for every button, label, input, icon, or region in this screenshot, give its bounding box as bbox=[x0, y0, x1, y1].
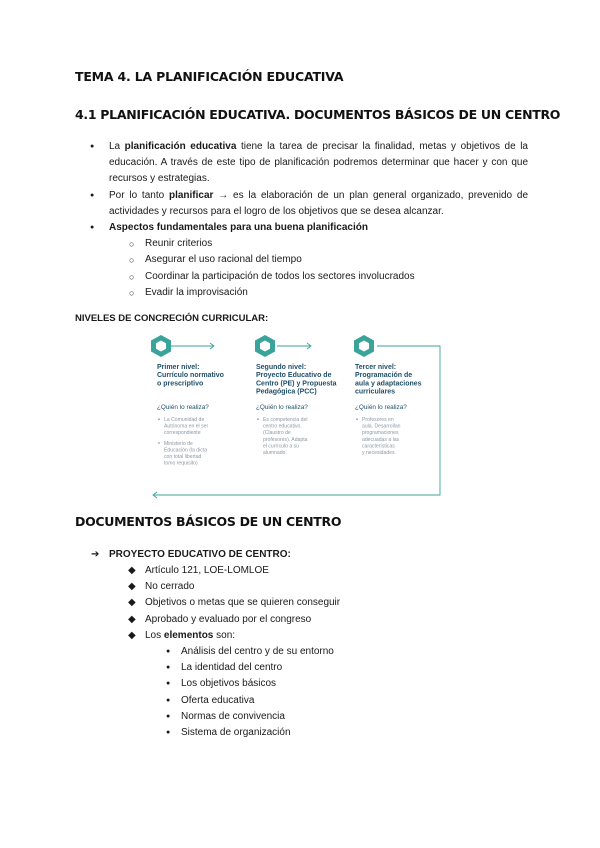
level-column-1 bbox=[157, 364, 224, 467]
level-description-line: tomo requisito) bbox=[164, 460, 198, 467]
item-bullet bbox=[356, 418, 358, 420]
list-item-elementos bbox=[128, 628, 340, 741]
bullet-text: tiene la tarea de precisar la finalidad, metas y objetivos de la educación. A través de este tipo de planificación podremos determinar que hacer y con que recursos y estrategias. bbox=[109, 141, 528, 185]
elements-text: son: bbox=[213, 629, 236, 641]
level-question: ¿Quién lo realiza? bbox=[256, 404, 308, 411]
list-item: ● La identidad del centro bbox=[145, 660, 340, 676]
list-item: ◆ Objetivos o metas que se quieren conseguir bbox=[128, 595, 340, 611]
bullet-text: Por lo tanto bbox=[109, 189, 169, 201]
level-description-line: aula. Desarrollan bbox=[362, 423, 401, 430]
bullet-text: → es la elaboración de un plan general organizado, prevenido de actividades y recursos para el logro de los objetivos que se desea alcanzar. bbox=[109, 189, 528, 217]
level-description-line: (Claustro de bbox=[263, 430, 291, 437]
list-item: ○ Evadir la improvisación bbox=[109, 285, 528, 301]
curriculum-levels-diagram bbox=[146, 333, 446, 499]
niveles-label: NIVELES DE CONCRECIÓN CURRICULAR: bbox=[75, 313, 269, 324]
level-description-line: correspondiente bbox=[164, 430, 201, 437]
level-title-line: curriculares bbox=[355, 388, 396, 396]
level-question: ¿Quién lo realiza? bbox=[157, 404, 209, 411]
list-item: ◆ No cerrado bbox=[128, 579, 340, 595]
item-bullet bbox=[158, 418, 160, 420]
bullet-planificacion bbox=[90, 139, 528, 188]
level-description-line: Ministerio de bbox=[164, 440, 193, 447]
level-title-line: aula y adaptaciones bbox=[355, 380, 422, 388]
list-item: ● Los objetivos básicos bbox=[145, 676, 340, 692]
level-description-line: programaciones bbox=[362, 430, 399, 437]
list-item: ● Análisis del centro y de su entorno bbox=[145, 644, 340, 660]
level-description-line: adecuadas a las bbox=[362, 436, 400, 443]
section-heading: 4.1 PLANIFICACIÓN EDUCATIVA. DOCUMENTOS BÁSICOS DE UN CENTRO bbox=[75, 107, 561, 122]
level-description-line: alumnado. bbox=[263, 450, 287, 456]
level-title-line: Segundo nivel: bbox=[256, 364, 307, 371]
bullet-aspectos bbox=[90, 220, 528, 301]
level-description-line: el currículo a su bbox=[263, 443, 299, 450]
level-title-line: Pedagógica (PCC) bbox=[256, 388, 317, 396]
item-bullet bbox=[158, 442, 160, 444]
intro-bullet-list bbox=[90, 139, 528, 301]
list-item: ◆ Artículo 121, LOE-LOMLOE bbox=[128, 563, 340, 579]
elements-list bbox=[145, 644, 340, 741]
level-description-line: centro educativo. bbox=[263, 423, 302, 430]
level-description-line: Educación (la dicta bbox=[164, 447, 208, 454]
level-2-hex-icon bbox=[255, 335, 275, 357]
level-title-line: Tercer nivel: bbox=[355, 364, 397, 371]
list-item: ● Oferta educativa bbox=[145, 693, 340, 709]
aspects-list bbox=[109, 236, 528, 301]
level-question: ¿Quién lo realiza? bbox=[355, 404, 407, 411]
level-title-line: Programación de bbox=[355, 372, 413, 380]
level-column-2 bbox=[256, 364, 337, 456]
pec-list bbox=[128, 563, 340, 741]
level-description-line: Profesores en bbox=[362, 417, 394, 423]
level-3-hex-icon bbox=[354, 335, 374, 357]
pec-label: PROYECTO EDUCATIVO DE CENTRO: bbox=[109, 549, 291, 560]
level-description-line: con total libertad bbox=[164, 454, 202, 460]
item-bullet bbox=[257, 418, 259, 420]
list-item: ● Normas de convivencia bbox=[145, 709, 340, 725]
level-title-line: Proyecto Educativo de bbox=[256, 372, 332, 380]
level-title-line: Centro (PE) y Propuesta bbox=[256, 380, 337, 388]
level-title-line: Primer nivel: bbox=[157, 364, 200, 371]
level-description-line: La Comunidad de bbox=[164, 417, 205, 423]
bold-term: planificar bbox=[168, 189, 214, 201]
bold-term: elementos bbox=[163, 629, 214, 641]
level-column-3 bbox=[355, 364, 422, 456]
list-item: ◆ Aprobado y evaluado por el congreso bbox=[128, 612, 340, 628]
level-1-hex-icon bbox=[151, 335, 171, 357]
list-item: ○ Reunir criterios bbox=[109, 236, 528, 252]
bullet-planificar bbox=[90, 188, 528, 220]
documentos-heading: DOCUMENTOS BÁSICOS DE UN CENTRO bbox=[75, 514, 342, 529]
level-description-line: características bbox=[362, 443, 395, 450]
level-title-line: Currículo normativo bbox=[157, 372, 224, 380]
level-description-line: y necesidades. bbox=[362, 450, 396, 456]
level-description-line: Autónoma en el ser bbox=[164, 423, 209, 430]
level-title-line: o prescriptivo bbox=[157, 380, 204, 388]
bold-term: planificación educativa bbox=[124, 141, 237, 152]
pec-heading bbox=[91, 549, 291, 560]
bold-term: Aspectos fundamentales para una buena planificación bbox=[109, 222, 368, 234]
page-title: TEMA 4. LA PLANIFICACIÓN EDUCATIVA bbox=[75, 69, 344, 84]
list-item: ○ Asegurar el uso racional del tiempo bbox=[109, 252, 528, 268]
elements-text: Los bbox=[145, 629, 164, 641]
arrow-right-icon: ➔ bbox=[91, 549, 100, 560]
list-item: ○ Coordinar la participación de todos los sectores involucrados bbox=[109, 269, 528, 285]
list-item: ● Sistema de organización bbox=[145, 725, 340, 741]
level-description-line: Es competencia del bbox=[263, 417, 308, 423]
bullet-text: La bbox=[109, 141, 125, 152]
level-description-line: profesores). Adapta bbox=[263, 436, 308, 443]
